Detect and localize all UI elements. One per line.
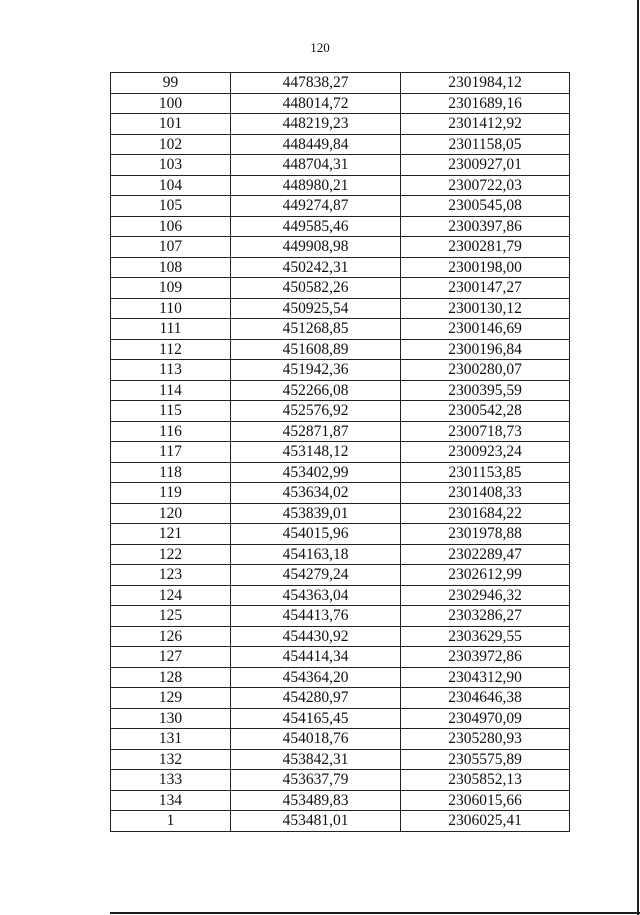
point-number-cell: 115	[111, 401, 231, 422]
table-row	[111, 667, 570, 688]
table-row	[111, 647, 570, 668]
table-row	[111, 688, 570, 709]
table-row	[111, 749, 570, 770]
x-coordinate-cell: 454018,76	[231, 729, 401, 750]
table-row	[111, 380, 570, 401]
y-coordinate-cell: 2300722,03	[401, 175, 570, 196]
point-number-cell: 102	[111, 134, 231, 155]
x-coordinate-cell: 449274,87	[231, 196, 401, 217]
x-coordinate-cell: 454163,18	[231, 544, 401, 565]
point-number-cell: 117	[111, 442, 231, 463]
x-coordinate-cell: 451608,89	[231, 339, 401, 360]
y-coordinate-cell: 2303972,86	[401, 647, 570, 668]
x-coordinate-cell: 453148,12	[231, 442, 401, 463]
y-coordinate-cell: 2301412,92	[401, 114, 570, 135]
table-row	[111, 708, 570, 729]
point-number-cell: 120	[111, 503, 231, 524]
x-coordinate-cell: 452576,92	[231, 401, 401, 422]
x-coordinate-cell: 448449,84	[231, 134, 401, 155]
x-coordinate-cell: 448014,72	[231, 93, 401, 114]
table-row	[111, 73, 570, 94]
table-row	[111, 524, 570, 545]
table-row	[111, 585, 570, 606]
x-coordinate-cell: 454430,92	[231, 626, 401, 647]
table-row	[111, 360, 570, 381]
x-coordinate-cell: 454280,97	[231, 688, 401, 709]
table-row	[111, 626, 570, 647]
point-number-cell: 99	[111, 73, 231, 94]
point-number-cell: 118	[111, 462, 231, 483]
point-number-cell: 110	[111, 298, 231, 319]
x-coordinate-cell: 454414,34	[231, 647, 401, 668]
table-row	[111, 257, 570, 278]
x-coordinate-cell: 454165,45	[231, 708, 401, 729]
table-row	[111, 298, 570, 319]
x-coordinate-cell: 453481,01	[231, 811, 401, 832]
x-coordinate-cell: 454364,20	[231, 667, 401, 688]
x-coordinate-cell: 454279,24	[231, 565, 401, 586]
y-coordinate-cell: 2301408,33	[401, 483, 570, 504]
y-coordinate-cell: 2301978,88	[401, 524, 570, 545]
point-number-cell: 121	[111, 524, 231, 545]
table-row	[111, 114, 570, 135]
y-coordinate-cell: 2301984,12	[401, 73, 570, 94]
x-coordinate-cell: 450582,26	[231, 278, 401, 299]
table-row	[111, 196, 570, 217]
x-coordinate-cell: 450242,31	[231, 257, 401, 278]
point-number-cell: 129	[111, 688, 231, 709]
coordinates-table-body	[111, 73, 570, 832]
point-number-cell: 105	[111, 196, 231, 217]
point-number-cell: 130	[111, 708, 231, 729]
scan-edge-right	[637, 0, 639, 915]
table-row	[111, 339, 570, 360]
y-coordinate-cell: 2302612,99	[401, 565, 570, 586]
y-coordinate-cell: 2302289,47	[401, 544, 570, 565]
x-coordinate-cell: 451942,36	[231, 360, 401, 381]
point-number-cell: 132	[111, 749, 231, 770]
y-coordinate-cell: 2300545,08	[401, 196, 570, 217]
y-coordinate-cell: 2305575,89	[401, 749, 570, 770]
x-coordinate-cell: 452266,08	[231, 380, 401, 401]
table-row	[111, 544, 570, 565]
point-number-cell: 123	[111, 565, 231, 586]
point-number-cell: 111	[111, 319, 231, 340]
y-coordinate-cell: 2303286,27	[401, 606, 570, 627]
y-coordinate-cell: 2300281,79	[401, 237, 570, 258]
table-row	[111, 483, 570, 504]
table-row	[111, 565, 570, 586]
x-coordinate-cell: 453489,83	[231, 790, 401, 811]
table-row	[111, 462, 570, 483]
x-coordinate-cell: 448980,21	[231, 175, 401, 196]
x-coordinate-cell: 453634,02	[231, 483, 401, 504]
table-row	[111, 319, 570, 340]
x-coordinate-cell: 454413,76	[231, 606, 401, 627]
y-coordinate-cell: 2300147,27	[401, 278, 570, 299]
point-number-cell: 107	[111, 237, 231, 258]
x-coordinate-cell: 451268,85	[231, 319, 401, 340]
x-coordinate-cell: 448704,31	[231, 155, 401, 176]
y-coordinate-cell: 2301689,16	[401, 93, 570, 114]
point-number-cell: 103	[111, 155, 231, 176]
y-coordinate-cell: 2300927,01	[401, 155, 570, 176]
point-number-cell: 104	[111, 175, 231, 196]
table-row	[111, 770, 570, 791]
x-coordinate-cell: 453839,01	[231, 503, 401, 524]
table-row	[111, 175, 570, 196]
x-coordinate-cell: 454363,04	[231, 585, 401, 606]
coordinates-table	[110, 72, 570, 832]
y-coordinate-cell: 2304970,09	[401, 708, 570, 729]
table-row	[111, 134, 570, 155]
y-coordinate-cell: 2304312,90	[401, 667, 570, 688]
x-coordinate-cell: 447838,27	[231, 73, 401, 94]
point-number-cell: 133	[111, 770, 231, 791]
x-coordinate-cell: 448219,23	[231, 114, 401, 135]
table-row	[111, 811, 570, 832]
y-coordinate-cell: 2305852,13	[401, 770, 570, 791]
point-number-cell: 126	[111, 626, 231, 647]
x-coordinate-cell: 449585,46	[231, 216, 401, 237]
table-row	[111, 790, 570, 811]
point-number-cell: 106	[111, 216, 231, 237]
y-coordinate-cell: 2300542,28	[401, 401, 570, 422]
y-coordinate-cell: 2302946,32	[401, 585, 570, 606]
point-number-cell: 109	[111, 278, 231, 299]
table-row	[111, 421, 570, 442]
table-row	[111, 237, 570, 258]
x-coordinate-cell: 449908,98	[231, 237, 401, 258]
point-number-cell: 1	[111, 811, 231, 832]
point-number-cell: 101	[111, 114, 231, 135]
x-coordinate-cell: 453637,79	[231, 770, 401, 791]
point-number-cell: 100	[111, 93, 231, 114]
y-coordinate-cell: 2300196,84	[401, 339, 570, 360]
table-row	[111, 401, 570, 422]
table-row	[111, 93, 570, 114]
y-coordinate-cell: 2300923,24	[401, 442, 570, 463]
y-coordinate-cell: 2300397,86	[401, 216, 570, 237]
y-coordinate-cell: 2301158,05	[401, 134, 570, 155]
y-coordinate-cell: 2303629,55	[401, 626, 570, 647]
table-row	[111, 729, 570, 750]
point-number-cell: 131	[111, 729, 231, 750]
y-coordinate-cell: 2306015,66	[401, 790, 570, 811]
point-number-cell: 128	[111, 667, 231, 688]
x-coordinate-cell: 452871,87	[231, 421, 401, 442]
point-number-cell: 134	[111, 790, 231, 811]
point-number-cell: 112	[111, 339, 231, 360]
y-coordinate-cell: 2300395,59	[401, 380, 570, 401]
y-coordinate-cell: 2300718,73	[401, 421, 570, 442]
y-coordinate-cell: 2300198,00	[401, 257, 570, 278]
point-number-cell: 114	[111, 380, 231, 401]
y-coordinate-cell: 2305280,93	[401, 729, 570, 750]
scan-edge-bottom	[110, 912, 640, 914]
page-number: 120	[310, 40, 330, 55]
table-row	[111, 155, 570, 176]
point-number-cell: 124	[111, 585, 231, 606]
table-row	[111, 216, 570, 237]
x-coordinate-cell: 453842,31	[231, 749, 401, 770]
y-coordinate-cell: 2301153,85	[401, 462, 570, 483]
y-coordinate-cell: 2300146,69	[401, 319, 570, 340]
x-coordinate-cell: 453402,99	[231, 462, 401, 483]
point-number-cell: 125	[111, 606, 231, 627]
table-row	[111, 606, 570, 627]
y-coordinate-cell: 2304646,38	[401, 688, 570, 709]
y-coordinate-cell: 2306025,41	[401, 811, 570, 832]
point-number-cell: 122	[111, 544, 231, 565]
point-number-cell: 113	[111, 360, 231, 381]
y-coordinate-cell: 2301684,22	[401, 503, 570, 524]
x-coordinate-cell: 454015,96	[231, 524, 401, 545]
point-number-cell: 127	[111, 647, 231, 668]
table-row	[111, 278, 570, 299]
x-coordinate-cell: 450925,54	[231, 298, 401, 319]
table-row	[111, 503, 570, 524]
point-number-cell: 119	[111, 483, 231, 504]
y-coordinate-cell: 2300130,12	[401, 298, 570, 319]
point-number-cell: 116	[111, 421, 231, 442]
y-coordinate-cell: 2300280,07	[401, 360, 570, 381]
point-number-cell: 108	[111, 257, 231, 278]
table-row	[111, 442, 570, 463]
